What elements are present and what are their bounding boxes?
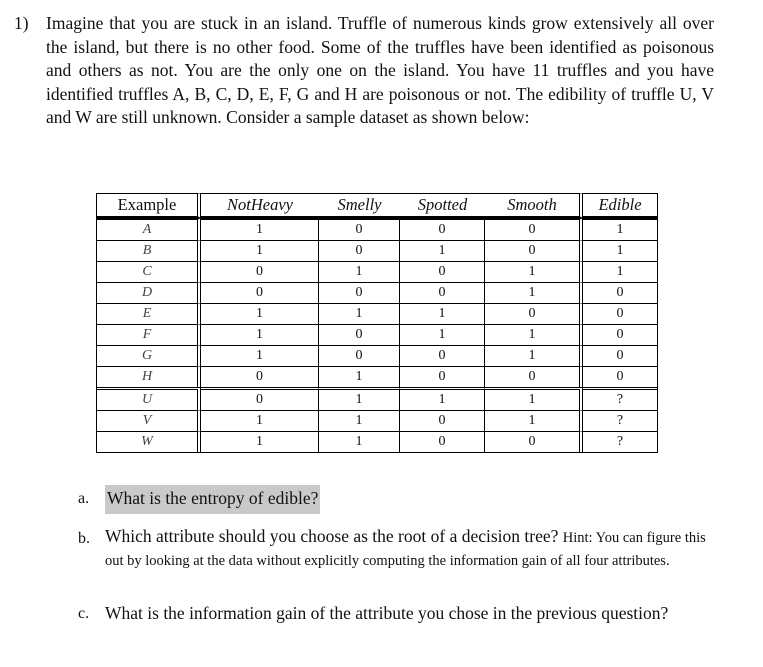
table-row [97,324,657,345]
cell-notheavy: 0 [201,387,319,410]
cell-spotted: 1 [400,303,485,324]
cell-notheavy: 1 [201,240,319,261]
table-header-row [97,193,657,218]
cell-spotted: 1 [400,240,485,261]
cell-spotted: 0 [400,218,485,240]
cell-smooth: 0 [485,218,583,240]
truffle-dataset-table [96,193,658,453]
cell-smooth: 1 [485,410,583,431]
cell-notheavy: 1 [201,345,319,366]
subquestion-text-highlighted: What is the entropy of edible? [105,485,320,514]
header-edible: Edible [583,193,657,218]
question-text: Imagine that you are stuck in an island. Truffle of numerous kinds grow extensively all over the island, but there is no other food. Some of the truffles have been identified as poisonous and others as not. You are the only one on the island. You have 11 truffles and you have identified truffles A, B, C, D, E, F, G and H are poisonous or not. The edibility of truffle U, V and W are still unknown. Consider a sample dataset as shown below: [46,13,714,128]
cell-spotted: 1 [400,324,485,345]
cell-smooth: 0 [485,303,583,324]
cell-smelly: 0 [319,240,400,261]
cell-smelly: 1 [319,366,400,387]
cell-smooth: 1 [485,345,583,366]
cell-spotted: 0 [400,431,485,452]
subquestion-c [78,603,718,624]
cell-spotted: 0 [400,410,485,431]
cell-smelly: 0 [319,218,400,240]
cell-smelly: 1 [319,431,400,452]
cell-edible: 1 [583,240,657,261]
table-row [97,240,657,261]
cell-example: D [97,282,201,303]
cell-edible: ? [583,410,657,431]
table-row [97,366,657,387]
cell-smelly: 1 [319,410,400,431]
cell-smooth: 0 [485,366,583,387]
cell-notheavy: 1 [201,410,319,431]
cell-edible: 0 [583,282,657,303]
header-example: Example [97,193,201,218]
subquestion-hint: Hint: You can figure this out by looking at the data without explicitly computing the information gain of all four attributes. [105,530,706,569]
cell-smelly: 1 [319,261,400,282]
table-row [97,345,657,366]
table-row [97,261,657,282]
subquestion-b [78,526,718,572]
cell-notheavy: 0 [201,261,319,282]
cell-example: V [97,410,201,431]
header-smelly: Smelly [319,193,400,218]
cell-notheavy: 0 [201,282,319,303]
cell-example: W [97,431,201,452]
subquestion-a [78,488,718,509]
cell-example: A [97,218,201,240]
cell-smelly: 0 [319,345,400,366]
cell-smelly: 1 [319,387,400,410]
cell-example: G [97,345,201,366]
table-row [97,410,657,431]
cell-smooth: 1 [485,261,583,282]
subquestion-label: a. [78,490,90,507]
cell-spotted: 1 [400,387,485,410]
cell-edible: ? [583,431,657,452]
cell-edible: 1 [583,218,657,240]
table-row [97,387,657,410]
cell-spotted: 0 [400,282,485,303]
cell-example: U [97,387,201,410]
table-body [97,218,657,452]
cell-edible: 1 [583,261,657,282]
cell-smelly: 1 [319,303,400,324]
header-smooth: Smooth [485,193,583,218]
cell-smooth: 1 [485,387,583,410]
cell-smooth: 1 [485,282,583,303]
cell-edible: 0 [583,366,657,387]
cell-edible: 0 [583,345,657,366]
cell-example: B [97,240,201,261]
cell-edible: ? [583,387,657,410]
subquestion-label: b. [78,530,90,547]
cell-edible: 0 [583,324,657,345]
cell-spotted: 0 [400,261,485,282]
cell-spotted: 0 [400,366,485,387]
question-number: 1) [14,13,29,33]
cell-edible: 0 [583,303,657,324]
question-1 [14,12,714,130]
cell-notheavy: 1 [201,218,319,240]
cell-smelly: 0 [319,282,400,303]
cell-example: C [97,261,201,282]
subquestion-label: c. [78,605,90,622]
cell-example: F [97,324,201,345]
cell-example: E [97,303,201,324]
cell-notheavy: 1 [201,431,319,452]
cell-notheavy: 0 [201,366,319,387]
subquestion-text: Which attribute should you choose as the root of a decision tree? [105,526,559,546]
header-notheavy: NotHeavy [201,193,319,218]
cell-smooth: 0 [485,240,583,261]
cell-smooth: 1 [485,324,583,345]
table-row [97,431,657,452]
header-spotted: Spotted [400,193,485,218]
cell-smooth: 0 [485,431,583,452]
table-row [97,218,657,240]
cell-spotted: 0 [400,345,485,366]
cell-notheavy: 1 [201,324,319,345]
table-row [97,282,657,303]
cell-example: H [97,366,201,387]
table-row [97,303,657,324]
cell-notheavy: 1 [201,303,319,324]
cell-smelly: 0 [319,324,400,345]
subquestion-text: What is the information gain of the attribute you chose in the previous question? [105,603,669,623]
